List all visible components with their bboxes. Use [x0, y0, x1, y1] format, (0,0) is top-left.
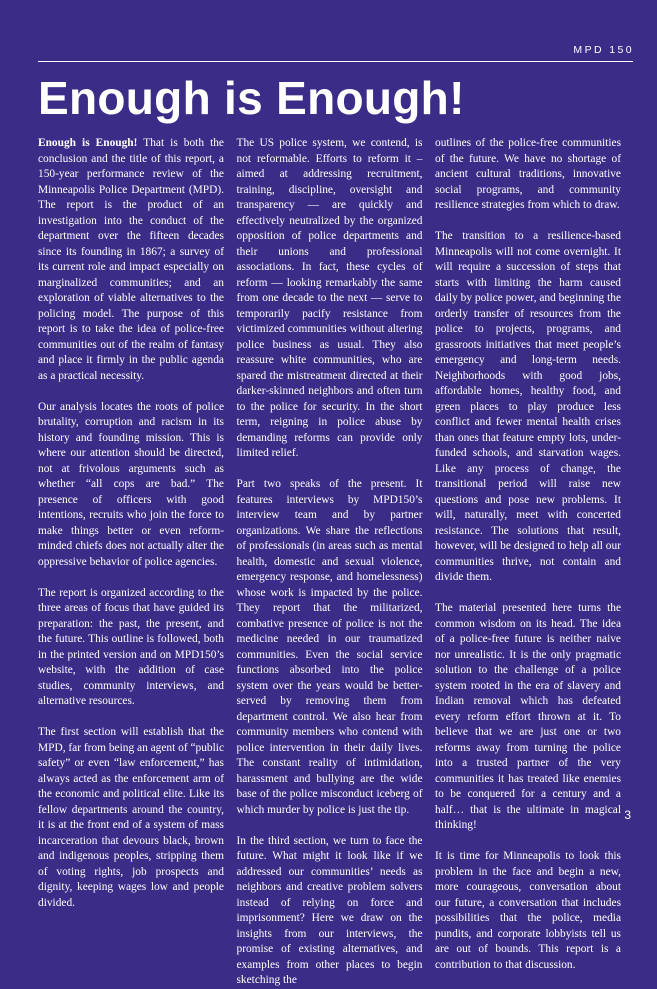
page-number: 3: [624, 808, 631, 822]
paragraph-text: outlines of the police-free communities of the future. We have no shortage of ancient cultural traditions, innovative social programs, and community resilience strategies from which to draw.: [435, 137, 621, 211]
paragraph-text: The report is organized according to the three areas of focus that have guided its preparation: the past, the present, and the future. This outline is followed, both in the printed version and on MPD150’s website, with the addition of case studies, community interviews, and alternative resources.: [38, 586, 224, 707]
page-title: Enough is Enough!: [38, 72, 465, 124]
body-columns: [38, 136, 621, 989]
paragraph: [435, 229, 621, 586]
column-2: [237, 136, 423, 989]
column-3: [435, 136, 621, 989]
paragraph: [435, 601, 621, 834]
paragraph-text: It is time for Minneapolis to look this problem in the face and begin a new, more courageous, conversation about our future, a conversation that includes possibilities that the police, media pundits, and corporate lobbyists tell us are out of bounds. This report is a contribution to that discussion.: [435, 850, 621, 971]
paragraph: [38, 725, 224, 911]
paragraph-lead: Enough is Enough!: [38, 137, 138, 149]
paragraph-text: That is both the conclusion and the title of this report, a 150-year performance review of the Minneapolis Police Department (MPD). The report is the product of an investigation into the conduct of the department over the fifteen decades since its founding in 1867; a survey of its current role and impact especially on marginalized communities; and an exploration of viable alternatives to the policing model. The purpose of this report is to take the idea of police-free communities out of the realm of fantasy and place it firmly in the public agenda as a practical necessity.: [38, 137, 224, 382]
paragraph-text: The transition to a resilience-based Minneapolis will not come overnight. It will require a succession of steps that starts with limiting the harm caused daily by police power, and beginning the orderly transfer of resources from the police to projects, programs, and grassroots initiatives that meet people’s emergency and long-term needs. Neighborhoods with good jobs, affordable homes, healthy food, and green places to play produce less conflict and fewer mental health crises than ones that feature empty lots, under-funded schools, and starvation wages. Like any process of change, the transitional period will raise new questions and pose new problems. It will, naturally, meet with concerted resistance. The solutions that result, however, will be designed to help all our communities thrive, not contain and divide them.: [435, 230, 621, 583]
paragraph-text: Our analysis locates the roots of police brutality, corruption and racism in its history and founding mission. This is where our attention should be directed, not at frivolous arguments such as whether “all cops are bad.” The presence of officers with good intentions, recruits who join the force to make things better or even reform-minded chiefs does not actually alter the oppressive behavior of police agencies.: [38, 400, 224, 568]
paragraph-text: The first section will establish that the MPD, far from being an agent of “public safety” or even “law enforcement,” has always acted as the enforcement arm of the economic and political elite. Like its fellow departments around the country, it is at the front end of a system of mass incarceration that devours black, brown and indigenous peoples, stripping them of voting rights, job prospects and dignity, keeping wages low and people divided.: [38, 726, 224, 909]
paragraph-text: Part two speaks of the present. It features interviews by MPD150’s interview team and by partner organizations. We share the reflections of professionals (in areas such as mental health, domestic and sexual violence, emergency response, and homelessness) whose work is impacted by the police. They report that the militarized, combative presence of police is not the medicine needed in our traumatized communities. Even the social service functions absorbed into the police system over the years would be better-served by removing them from department control. We also hear from community members who contend with police intervention in their daily lives. The constant reality of intimidation, harassment and bullying are the wide base of the police misconduct iceberg of which murder by police is just the tip.: [236, 478, 423, 816]
paragraph: [38, 586, 224, 710]
paragraph: [38, 136, 224, 384]
paragraph: [237, 136, 423, 462]
column-1: [38, 136, 224, 989]
paragraph: [38, 400, 224, 571]
paragraph: [237, 834, 423, 989]
paragraph: [435, 849, 621, 973]
header-rule: [38, 61, 633, 62]
paragraph-text: The material presented here turns the common wisdom on its head. The idea of a police-free future is neither naive nor unrealistic. It is the only pragmatic solution to the challenge of a police system rooted in the era of slavery and Indian removal which has defeated every reform effort thrown at it. To believe that we are just one or two reforms away from turning the police into a trusted partner of the very communities it has treated like enemies to be conquered for a century and a half… that is the ultimate in magical thinking!: [435, 602, 621, 831]
paragraph: [435, 136, 621, 214]
running-header: MPD 150: [573, 44, 634, 56]
paragraph: [237, 477, 423, 818]
paragraph-text: In the third section, we turn to face the future. What might it look like if we addressed our communities’ needs as neighbors and creative problem solvers instead of relying on force and imprisonment? Here we draw on the insights from our interviews, the promise of existing alternatives, and examples from other places to begin sketching the: [236, 834, 423, 986]
paragraph-text: The US police system, we contend, is not reformable. Efforts to reform it – aimed at addressing recruitment, training, discipline, oversight and transparency — are quickly and effectively neutralized by the organized opposition of police departments and their unions and professional associations. In fact, these cycles of reform — looking remarkably the same from one decade to the next — serve to temporarily pacify resistance from victimized communities without altering police business as usual. They also reassure white communities, who are spared the mistreatment directed at their darker-skinned neighbors and often turn to the police for security. In the short term, reigning in police abuse by demanding reforms can provide only limited relief.: [236, 137, 423, 459]
